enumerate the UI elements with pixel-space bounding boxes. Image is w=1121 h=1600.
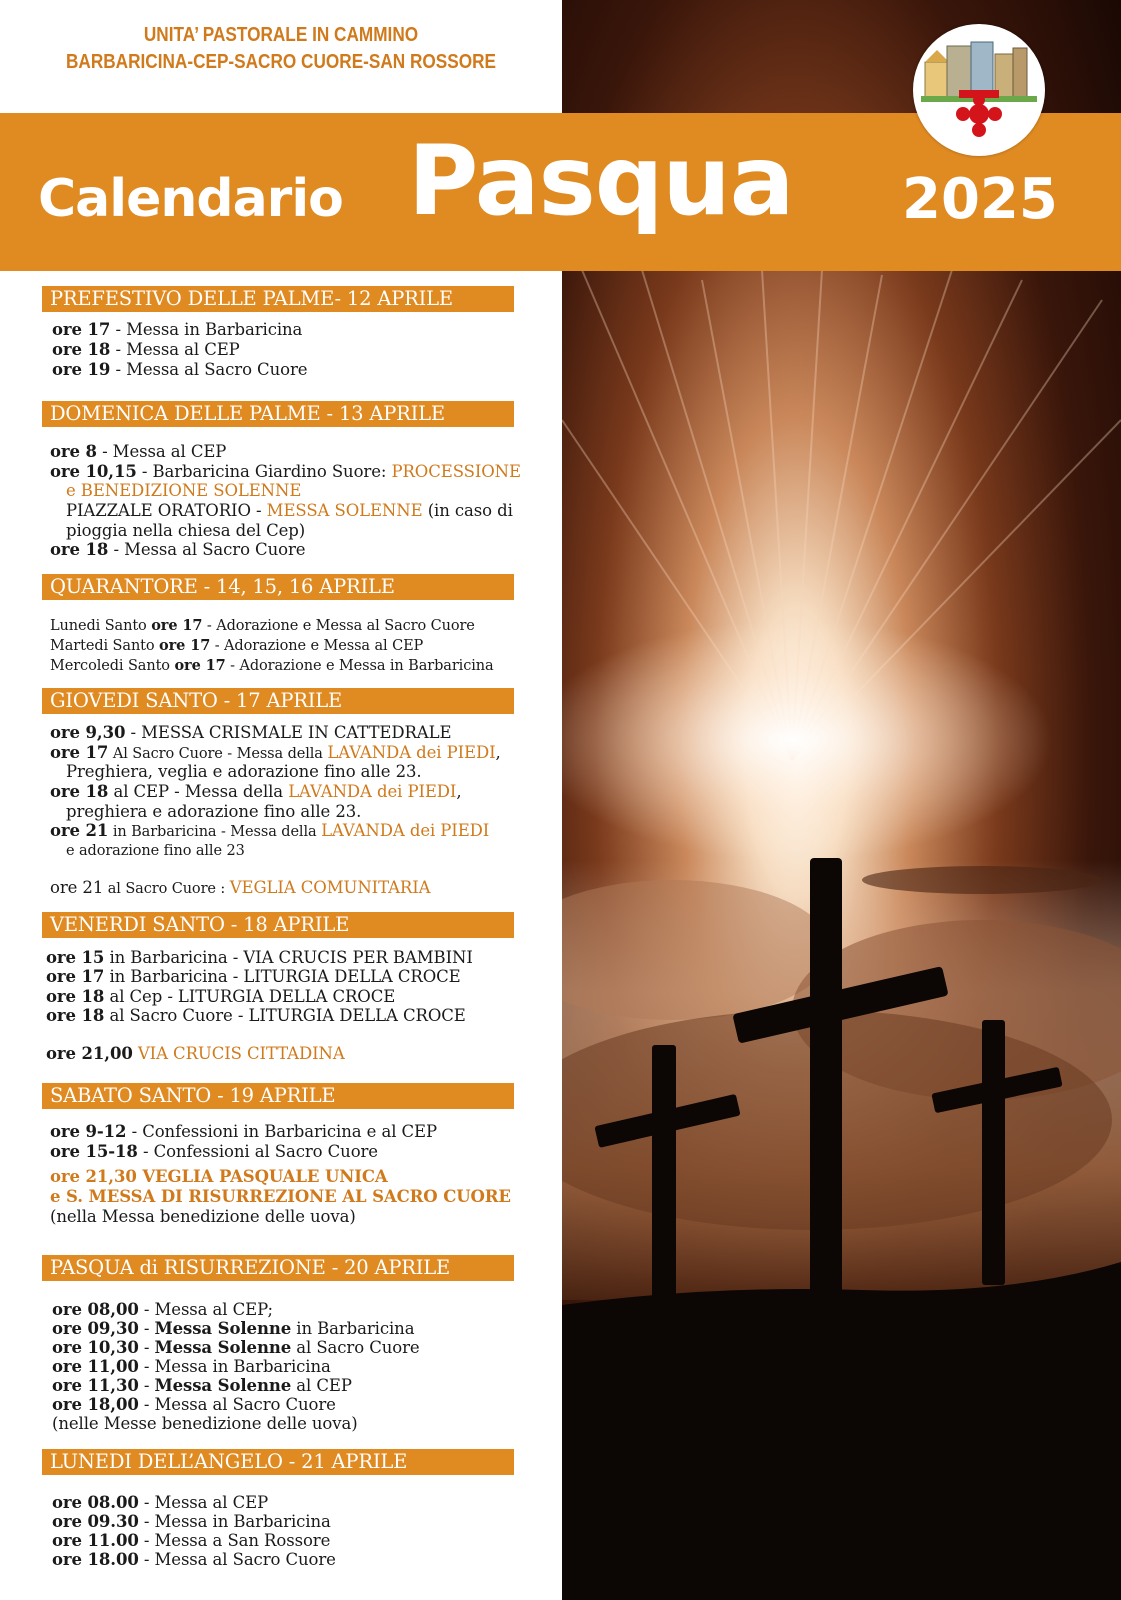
section-title-lunedi-angelo: LUNEDI DELL’ANGELO - 21 APRILE — [42, 1449, 514, 1475]
parish-logo — [913, 24, 1045, 156]
schedule-line: Martedi Santo ore 17 - Adorazione e Messa al CEP — [50, 637, 424, 654]
schedule-line: ore 17 in Barbaricina - LITURGIA DELLA CROCE — [46, 967, 461, 986]
schedule-line: ore 18.00 - Messa al Sacro Cuore — [52, 1550, 336, 1569]
schedule-line: ore 09.30 - Messa in Barbaricina — [52, 1512, 331, 1531]
schedule-line: ore 9,30 - MESSA CRISMALE IN CATTEDRALE — [50, 723, 452, 742]
schedule-line: pioggia nella chiesa del Cep) — [66, 521, 306, 540]
section-title-quarantore: QUARANTORE - 14, 15, 16 APRILE — [42, 574, 514, 600]
schedule-line: ore 15-18 - Confessioni al Sacro Cuore — [50, 1142, 378, 1161]
churches-and-pisan-cross-icon — [913, 24, 1045, 156]
schedule-line: ore 21 al Sacro Cuore : VEGLIA COMUNITARIA — [50, 878, 431, 897]
section-title-venerdi-santo: VENERDI SANTO - 18 APRILE — [42, 912, 514, 938]
schedule-line: ore 18 - Messa al Sacro Cuore — [50, 540, 306, 559]
header-line-1: UNITA’ PASTORALE IN CAMMINO — [143, 24, 419, 46]
section-title-prefestivo: PREFESTIVO DELLE PALME- 12 APRILE — [42, 286, 514, 312]
schedule-line: ore 8 - Messa al CEP — [50, 442, 227, 461]
parish-header — [39, 22, 522, 76]
schedule-line: ore 18,00 - Messa al Sacro Cuore — [52, 1395, 336, 1414]
schedule-line: ore 18 al Cep - LITURGIA DELLA CROCE — [46, 987, 396, 1006]
section-title-pasqua-risurrezione: PASQUA di RISURREZIONE - 20 APRILE — [42, 1255, 514, 1281]
schedule-line: ore 10,15 - Barbaricina Giardino Suore: PROCESSIONE — [50, 462, 521, 481]
title-calendario: Calendario — [38, 169, 343, 229]
schedule-line: Mercoledi Santo ore 17 - Adorazione e Messa in Barbaricina — [50, 657, 494, 674]
schedule-line: ore 17 Al Sacro Cuore - Messa della LAVANDA dei PIEDI, — [50, 743, 501, 762]
schedule-line: ore 10,30 - Messa Solenne al Sacro Cuore — [52, 1338, 420, 1357]
schedule-line: (nella Messa benedizione delle uova) — [50, 1207, 356, 1226]
schedule-line: ore 21,00 VIA CRUCIS CITTADINA — [46, 1044, 345, 1063]
schedule-line: ore 11.00 - Messa a San Rossore — [52, 1531, 331, 1550]
header-line-2: BARBARICINA-CEP-SACRO CUORE-SAN ROSSORE — [65, 51, 497, 73]
schedule-line: ore 18 - Messa al CEP — [52, 340, 240, 359]
section-title-giovedi-santo: GIOVEDI SANTO - 17 APRILE — [42, 688, 514, 714]
title-year: 2025 — [902, 167, 1058, 232]
schedule-line: (nelle Messe benedizione delle uova) — [52, 1414, 358, 1433]
schedule-line: ore 09,30 - Messa Solenne in Barbaricina — [52, 1319, 415, 1338]
schedule-line: e adorazione fino alle 23 — [66, 843, 245, 859]
section-title-sabato-santo: SABATO SANTO - 19 APRILE — [42, 1083, 514, 1109]
schedule-line: ore 15 in Barbaricina - VIA CRUCIS PER BAMBINI — [46, 948, 473, 967]
schedule-line: ore 18 al Sacro Cuore - LITURGIA DELLA CROCE — [46, 1006, 466, 1025]
schedule-line: e BENEDIZIONE SOLENNE — [66, 481, 302, 500]
section-title-domenica-palme: DOMENICA DELLE PALME - 13 APRILE — [42, 401, 514, 427]
schedule-line: preghiera e adorazione fino alle 23. — [66, 802, 362, 821]
schedule-line: ore 08,00 - Messa al CEP; — [52, 1300, 273, 1319]
schedule-line: ore 21 in Barbaricina - Messa della LAVANDA dei PIEDI — [50, 821, 490, 840]
schedule-line: ore 19 - Messa al Sacro Cuore — [52, 360, 308, 379]
schedule-line: e S. MESSA DI RISURREZIONE AL SACRO CUORE — [50, 1187, 511, 1206]
schedule-line: Lunedi Santo ore 17 - Adorazione e Messa al Sacro Cuore — [50, 617, 475, 634]
schedule-line: ore 17 - Messa in Barbaricina — [52, 320, 303, 339]
schedule-line: ore 9-12 - Confessioni in Barbaricina e al CEP — [50, 1122, 437, 1141]
schedule-line: PIAZZALE ORATORIO - MESSA SOLENNE (in caso di — [66, 501, 513, 520]
schedule-line: ore 21,30 VEGLIA PASQUALE UNICA — [50, 1167, 388, 1186]
schedule-line: ore 08.00 - Messa al CEP — [52, 1493, 269, 1512]
schedule-line: ore 11,30 - Messa Solenne al CEP — [52, 1376, 352, 1395]
title-pasqua: Pasqua — [408, 125, 794, 237]
schedule-line: ore 18 al CEP - Messa della LAVANDA dei PIEDI, — [50, 782, 462, 801]
schedule-line: ore 11,00 - Messa in Barbaricina — [52, 1357, 331, 1376]
schedule-line: Preghiera, veglia e adorazione fino alle 23. — [66, 762, 422, 781]
